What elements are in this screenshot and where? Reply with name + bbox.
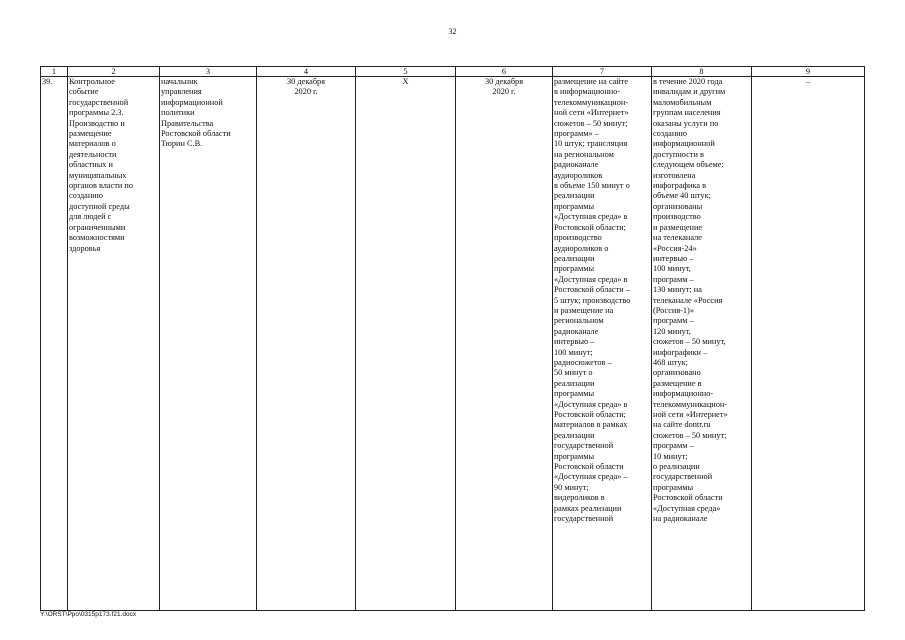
- cell-line: «Доступная среда» в: [554, 212, 628, 222]
- executor-cell: [160, 77, 257, 611]
- planned-result-cell: [553, 77, 652, 611]
- cell-line: на сайте dontr.ru: [653, 420, 711, 430]
- cell-line: радиосюжетов –: [554, 357, 612, 367]
- report-table: [40, 66, 865, 611]
- cell-line: аудиороликов о: [554, 243, 609, 253]
- cell-line: оказаны услуги по: [653, 118, 719, 128]
- column-number: 1: [41, 67, 68, 77]
- cell-line: радиоканале: [554, 326, 599, 336]
- cell-line: 130 минут; на: [653, 285, 702, 295]
- row-number: 39.: [41, 77, 68, 611]
- column-number: 6: [456, 67, 553, 77]
- page-number: 32: [448, 27, 457, 36]
- cell-line: 5 штук; производство: [554, 295, 631, 305]
- cell-line: здоровья: [69, 243, 101, 253]
- cell-line: Ростовской области;: [554, 410, 626, 419]
- cell-line: программы: [653, 482, 694, 492]
- cell-line: интервью –: [653, 253, 694, 263]
- cell-line: размещение в: [653, 378, 702, 388]
- cell-line: Контрольное: [69, 77, 115, 86]
- cell-line: программы: [554, 451, 595, 461]
- cell-line: региональном: [554, 316, 604, 326]
- cell-line: областных и: [69, 160, 113, 170]
- cell-line: созданию: [69, 191, 103, 201]
- cell-line: сюжетов – 50 минут,: [653, 337, 726, 347]
- cell-line: производство: [653, 212, 701, 222]
- cell-line: реализации: [554, 253, 595, 263]
- cell-line: государственной: [653, 472, 713, 482]
- column-number-row: [41, 67, 865, 77]
- cell-line: «Россия-24»: [653, 243, 697, 253]
- cell-line: 2020 г.: [492, 87, 516, 97]
- cell-line: органов власти по: [69, 181, 134, 191]
- cell-line: материалов в рамках: [554, 420, 628, 430]
- cell-line: сюжетов – 50 минут;: [554, 118, 628, 128]
- cell-line: на радиоканале: [653, 514, 708, 524]
- cell-line: программ –: [653, 316, 694, 326]
- cell-line: 100 минут,: [653, 264, 691, 274]
- cell-line: изготовлена: [653, 170, 696, 180]
- cell-line: информационной: [653, 139, 715, 149]
- cell-line: аудиороликов: [554, 170, 603, 180]
- cell-line: доступности в: [653, 149, 704, 159]
- cell-line: материалов о: [69, 139, 116, 149]
- cell-line: реализации: [554, 430, 595, 440]
- cell-line: 120 минут,: [653, 326, 691, 336]
- cell-line: Ростовской области: [653, 493, 723, 503]
- column-number: 9: [752, 67, 865, 77]
- cell-line: Правительства: [161, 118, 214, 128]
- column-number: 2: [68, 67, 160, 77]
- footer-file-path: Y:\ORST\Ppo\0315p173.f21.docx: [40, 611, 137, 618]
- cell-line: сюжетов – 50 минут;: [653, 430, 727, 440]
- cell-line: программы: [554, 201, 595, 211]
- cell-line: и размещение: [653, 222, 703, 232]
- cell-line: Ростовской области;: [554, 222, 626, 232]
- cell-line: реализации: [554, 378, 595, 388]
- cell-line: программ» –: [554, 129, 599, 139]
- cell-line: доступной среды: [69, 201, 130, 211]
- cell-line: (Россия-1)»: [653, 305, 694, 315]
- cell-line: телекоммуникацион-: [554, 97, 629, 107]
- cell-line: инфографика в: [653, 181, 707, 191]
- cell-line: 10 минут;: [653, 451, 688, 461]
- cell-line: Ростовской области: [554, 462, 624, 472]
- plan-date-cell: [257, 77, 356, 611]
- cell-line: организованы: [653, 201, 703, 211]
- fact-date-cell: [456, 77, 553, 611]
- cell-line: телекоммуникацион-: [653, 399, 728, 409]
- cell-line: размещение: [69, 129, 112, 139]
- cell-line: размещение на сайте: [554, 77, 629, 86]
- cell-line: и размещение на: [554, 305, 614, 315]
- cell-line: интервью –: [554, 337, 595, 347]
- cell-line: политики: [161, 108, 195, 118]
- cell-line: событие: [69, 87, 99, 97]
- cell-line: объеме 40 штук;: [653, 191, 711, 201]
- cell-line: группам населения: [653, 108, 721, 118]
- column-number: 5: [356, 67, 456, 77]
- cell-line: управления: [161, 87, 202, 97]
- cell-line: возможностями: [69, 233, 125, 243]
- cell-line: о реализации: [653, 462, 700, 472]
- cell-line: 468 штук;: [653, 357, 688, 367]
- cell-line: программы 2.3.: [69, 108, 124, 118]
- cell-line: программы: [554, 389, 595, 399]
- cell-line: 90 минут;: [554, 482, 589, 492]
- cell-line: программ –: [653, 274, 694, 284]
- cell-line: Тюрин С.В.: [161, 139, 203, 149]
- cell-line: информационно-: [653, 389, 714, 399]
- cell-line: программ –: [653, 441, 694, 451]
- cell-line: программы: [554, 264, 595, 274]
- cell-line: 100 минут;: [554, 347, 593, 357]
- cell-line: в объеме 150 минут о: [554, 181, 630, 191]
- table-row: [41, 77, 865, 611]
- cell-line: «Доступная среда» в: [554, 274, 628, 284]
- cell-line: государственной: [554, 514, 614, 524]
- cell-line: в течение 2020 года: [653, 77, 723, 86]
- column-number: 3: [160, 67, 257, 77]
- cell-line: на региональном: [554, 149, 614, 159]
- actual-result-cell: [652, 77, 752, 611]
- cell-line: муниципальных: [69, 170, 127, 180]
- cell-line: радиоканале: [554, 160, 599, 170]
- cell-line: следующем объеме:: [653, 160, 724, 170]
- cell-line: 2020 г.: [294, 87, 318, 97]
- column-number: 8: [652, 67, 752, 77]
- col9-cell: –: [752, 77, 865, 611]
- cell-line: маломобильным: [653, 97, 712, 107]
- cell-line: ной сети «Интернет»: [554, 108, 629, 118]
- column-number: 4: [257, 67, 356, 77]
- cell-line: 50 минут о: [554, 368, 593, 378]
- column-number: 7: [553, 67, 652, 77]
- cell-line: в информационно-: [554, 87, 621, 97]
- cell-line: телеканале «Россия: [653, 295, 723, 305]
- cell-line: «Доступная среда» –: [554, 472, 628, 482]
- cell-line: начальник: [161, 77, 198, 86]
- cell-line: созданию: [653, 129, 687, 139]
- cell-line: организовано: [653, 368, 701, 378]
- cell-line: для людей с: [69, 212, 112, 222]
- cell-line: Производство и: [69, 118, 125, 128]
- cell-line: на телеканале: [653, 233, 702, 243]
- cell-line: 10 штук; трансляция: [554, 139, 628, 149]
- cell-line: деятельности: [69, 149, 117, 159]
- cell-line: Ростовской области –: [554, 285, 630, 295]
- cell-line: «Доступная среда» в: [554, 399, 628, 409]
- cell-line: производство: [554, 233, 602, 243]
- cell-line: ной сети «Интернет»: [653, 410, 728, 419]
- cell-line: видероликов в: [554, 493, 605, 503]
- cell-line: государственной: [69, 97, 129, 107]
- cell-line: реализации: [554, 191, 595, 201]
- cell-line: ограниченными: [69, 222, 126, 232]
- cell-line: государственной: [554, 441, 614, 451]
- cell-line: Ростовской области: [161, 129, 231, 139]
- cell-line: 30 декабря: [286, 77, 326, 86]
- cell-line: рамках реализации: [554, 503, 622, 513]
- cell-line: инвалидам и другим: [653, 87, 726, 97]
- event-cell: [68, 77, 160, 611]
- cell-line: «Доступная среда»: [653, 503, 721, 513]
- cell-line: информационной: [161, 97, 223, 107]
- col5-cell: Х: [356, 77, 456, 611]
- cell-line: инфографики –: [653, 347, 708, 357]
- cell-line: 30 декабря: [484, 77, 524, 86]
